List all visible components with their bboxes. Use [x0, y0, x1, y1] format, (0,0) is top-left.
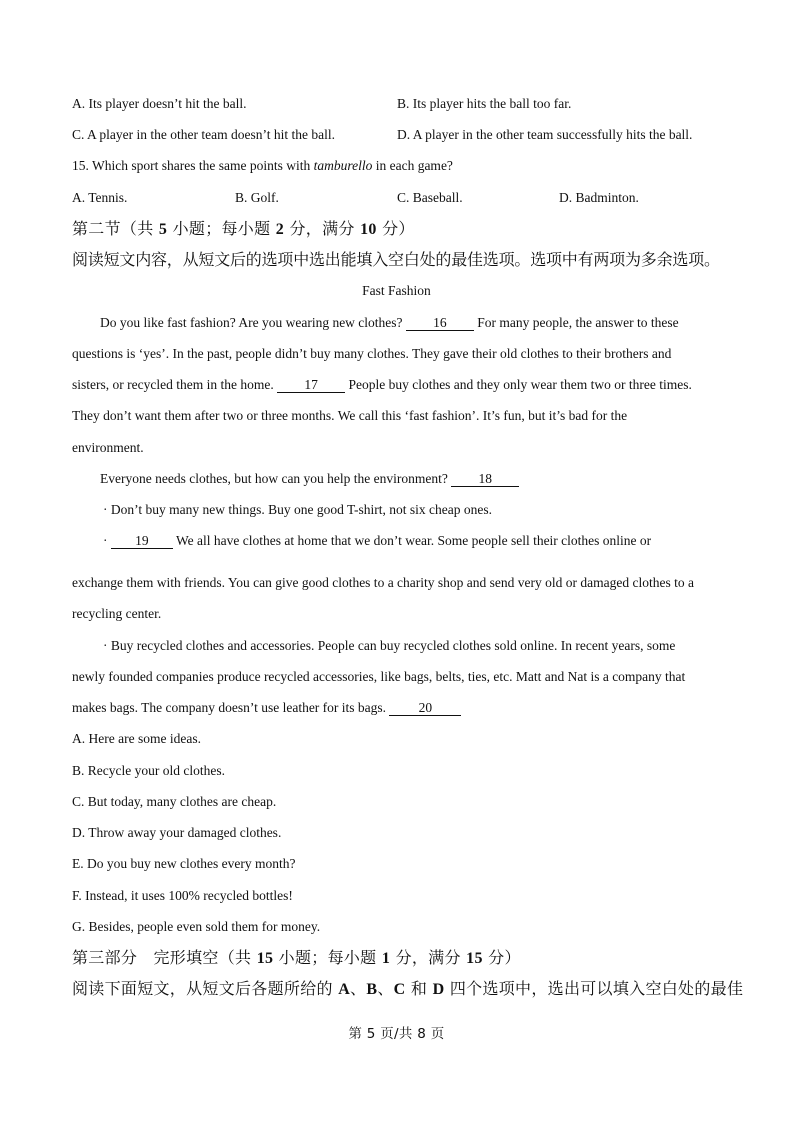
t: sisters, or recycled them in the home. [72, 377, 278, 392]
passage-line: environment. [72, 440, 144, 455]
t: A [338, 981, 351, 998]
t: B [366, 981, 378, 998]
section2-heading [72, 219, 415, 240]
t: We all have clothes at home that we don’t wear. Some people sell their clothes online or [172, 533, 652, 548]
t: 第三部分 完形填空（共 [72, 948, 257, 967]
q14-option-c: C. A player in the other team doesn’t hit the ball. [72, 127, 335, 142]
passage-line: exchange them with friends. You can give good clothes to a charity shop and send very old or damaged clothes to a [72, 575, 694, 590]
t: 15 [256, 950, 274, 967]
t: Everyone needs clothes, but how can you help the environment? [100, 471, 452, 486]
t: 、 [350, 979, 367, 998]
t: 四个选项中，选出可以填入空白处的最佳 [444, 979, 744, 998]
blank-20: 20 [389, 701, 461, 716]
passage-line: recycling center. [72, 606, 162, 621]
option-c: C. But today, many clothes are cheap. [72, 794, 277, 809]
passage-line [100, 314, 679, 332]
q15-prefix: 15. Which sport shares the same points with [72, 158, 314, 173]
option-d: D. Throw away your damaged clothes. [72, 825, 282, 840]
option-e: E. Do you buy new clothes every month? [72, 856, 296, 871]
t: 、 [377, 979, 394, 998]
t: 小题；每小题 [273, 948, 382, 967]
passage-line [72, 699, 461, 717]
passage-line: They don’t want them after two or three months. We call this ‘fast fashion’. It’s fun, but it’s bad for the [72, 408, 628, 423]
t: 2 [275, 221, 285, 238]
q15-term: tamburello [313, 158, 373, 173]
q14-option-a: A. Its player doesn’t hit the ball. [72, 96, 247, 111]
page-footer: 第 5 页/共 8 页 [348, 1026, 445, 1042]
part3-heading [72, 948, 521, 969]
t: 分） [482, 948, 521, 967]
blank-18: 18 [451, 472, 519, 487]
t: 15 [466, 950, 483, 967]
t: 和 [405, 979, 433, 998]
passage-title: Fast Fashion [362, 283, 431, 298]
t: People buy clothes and they only wear them two or three times. [345, 377, 692, 392]
option-g: G. Besides, people even sold them for money. [72, 919, 321, 934]
q15-suffix: in each game? [372, 158, 453, 173]
passage-line: questions is ‘yes’. In the past, people didn’t buy many clothes. They gave their old clothes to their brothers and [72, 346, 672, 361]
q15-option-c: C. Baseball. [397, 190, 463, 205]
t: 5 [158, 221, 168, 238]
t: D [432, 981, 445, 998]
q14-option-d: D. A player in the other team successfully hits the ball. [397, 127, 693, 142]
q14-option-b: B. Its player hits the ball too far. [397, 96, 572, 111]
passage-line: newly founded companies produce recycled accessories, like bags, belts, ties, etc. Matt and Nat is a company that [72, 669, 686, 684]
blank-16: 16 [406, 316, 474, 331]
t: 第二节（共 [72, 219, 159, 238]
t: 分） [376, 219, 415, 238]
q15-option-b: B. Golf. [235, 190, 279, 205]
t: makes bags. The company doesn’t use leather for its bags. [72, 700, 390, 715]
q15-stem [72, 157, 453, 175]
t: · [103, 533, 111, 548]
t: 阅读下面短文，从短文后各题所给的 [72, 979, 339, 998]
q15-option-a: A. Tennis. [72, 190, 128, 205]
t: For many people, the answer to these [473, 315, 679, 330]
option-a: A. Here are some ideas. [72, 731, 201, 746]
t: 小题；每小题 [167, 219, 276, 238]
t: 分，满分 [284, 219, 361, 238]
blank-19: 19 [111, 534, 173, 549]
passage-bullet [103, 532, 651, 550]
section2-instruction: 阅读短文内容，从短文后的选项中选出能填入空白处的最佳选项。选项中有两项为多余选项。 [72, 250, 720, 269]
part3-instruction [72, 979, 743, 1000]
passage-line [100, 470, 519, 488]
passage-bullet: · Buy recycled clothes and accessories. People can buy recycled clothes sold online. In recent years, some [103, 638, 676, 653]
t: C [393, 981, 406, 998]
blank-17: 17 [277, 378, 345, 393]
q15-option-d: D. Badminton. [559, 190, 639, 205]
option-b: B. Recycle your old clothes. [72, 763, 225, 778]
passage-line [72, 376, 692, 394]
option-f: F. Instead, it uses 100% recycled bottles! [72, 888, 293, 903]
t: Do you like fast fashion? Are you wearing new clothes? [100, 315, 406, 330]
t: 10 [360, 221, 377, 238]
t: 分，满分 [390, 948, 467, 967]
t: 1 [381, 950, 391, 967]
passage-bullet: · Don’t buy many new things. Buy one good T-shirt, not six cheap ones. [103, 502, 492, 517]
